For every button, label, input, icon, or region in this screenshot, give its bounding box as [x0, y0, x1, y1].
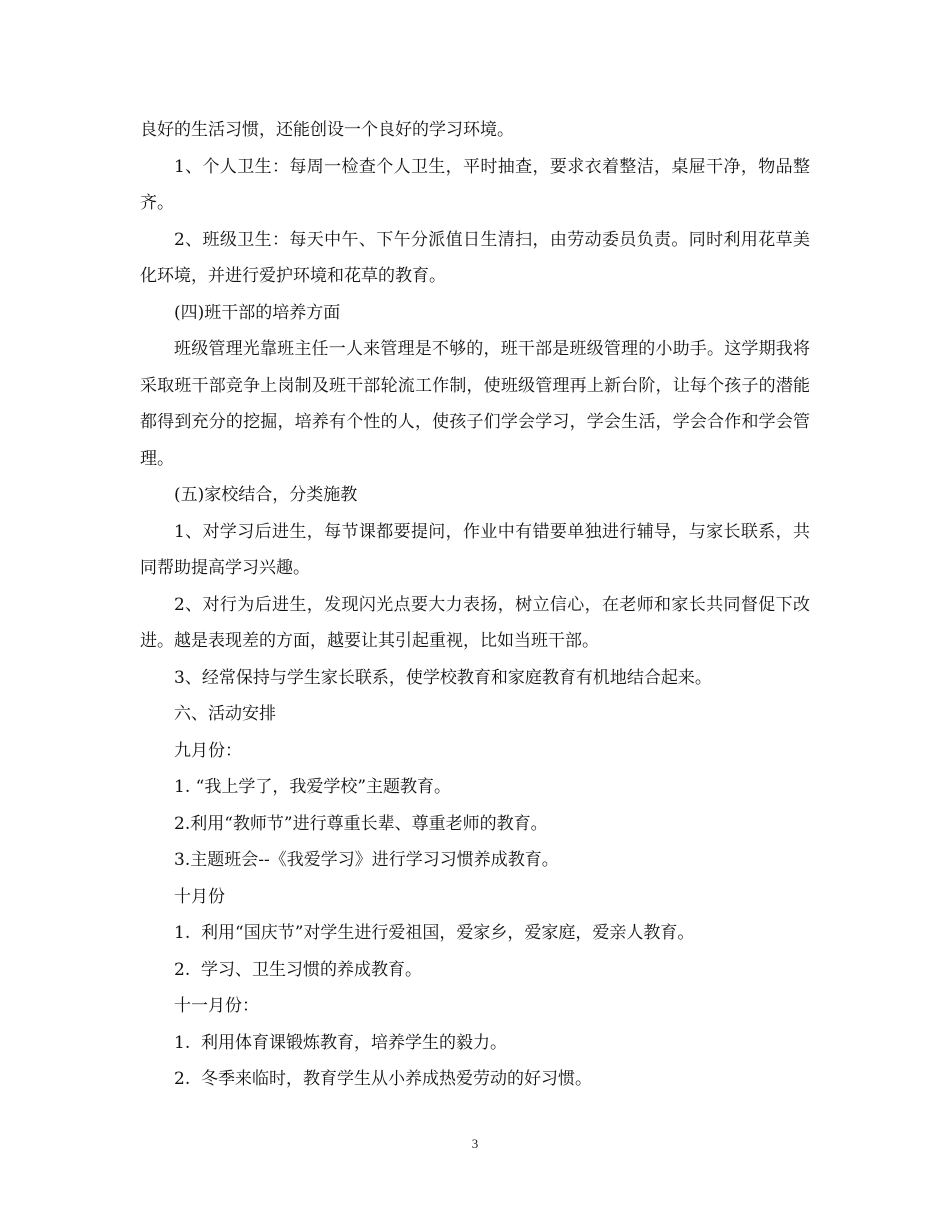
page-number: 3: [471, 1136, 479, 1151]
list-item: 2. 冬季来临时，教育学生从小养成热爱劳动的好习惯。: [174, 1069, 593, 1089]
list-item: 1. “我上学了，我爱学校”主题教育。: [174, 777, 452, 797]
list-item: 2. 学习、卫生习惯的养成教育。: [174, 959, 423, 980]
section-heading-class-cadre: (四)班干部的培养方面: [174, 302, 341, 323]
list-item: 1. 利用体育课锻炼教育，培养学生的毅力。: [174, 1032, 508, 1053]
list-item: 1. 利用“国庆节”对学生进行爱祖国，爱家乡，爱家庭，爱亲人教育。: [174, 923, 695, 943]
paragraph-parent-contact: 3、经常保持与学生家长联系，使学校教育和家庭教育有机地结合起来。: [174, 667, 712, 688]
list-item: 3.主题班会--《我爱学习》进行学习习惯养成教育。: [174, 850, 559, 870]
paragraph-behavior-laggards: 2、对行为后进生，发现闪光点要大力表扬，树立信心，在老师和家长共同督促下改进。越是表现差的方面，越要让其引起重视，比如当班干部。: [140, 594, 810, 651]
document-body: [140, 112, 810, 1098]
section-heading-activities: 六、活动安排: [174, 704, 276, 724]
month-heading-october: 十月份: [174, 886, 225, 907]
paragraph-learning-laggards: 1、对学习后进生，每节课都要提问，作业中有错要单独进行辅导，与家长联系，共同帮助提高学习兴趣。: [140, 521, 810, 578]
paragraph-class-cadre: 班级管理光靠班主任一人来管理是不够的，班干部是班级管理的小助手。这学期我将采取班干部竞争上岗制及班干部轮流工作制，使班级管理再上新台阶，让每个孩子的潜能都得到充分的挖掘，培养有个性的人，使孩子们学会学习，学会生活，学会合作和学会管理。: [140, 339, 810, 469]
list-item: 2.利用“教师节”进行尊重长辈、尊重老师的教育。: [174, 813, 548, 834]
paragraph-class-hygiene: 2、班级卫生：每天中午、下午分派值日生清扫，由劳动委员负责。同时利用花草美化环境，并进行爱护环境和花草的教育。: [140, 229, 810, 286]
month-heading-november: 十一月份：: [174, 996, 259, 1016]
month-heading-september: 九月份：: [174, 740, 242, 761]
section-heading-home-school: (五)家校结合，分类施教: [174, 485, 358, 505]
paragraph-personal-hygiene: 1、个人卫生：每周一检查个人卫生，平时抽查，要求衣着整洁，桌屉干净，物品整齐。: [140, 156, 810, 213]
paragraph-continuation: 良好的生活习惯，还能创设一个良好的学习环境。: [140, 120, 514, 140]
